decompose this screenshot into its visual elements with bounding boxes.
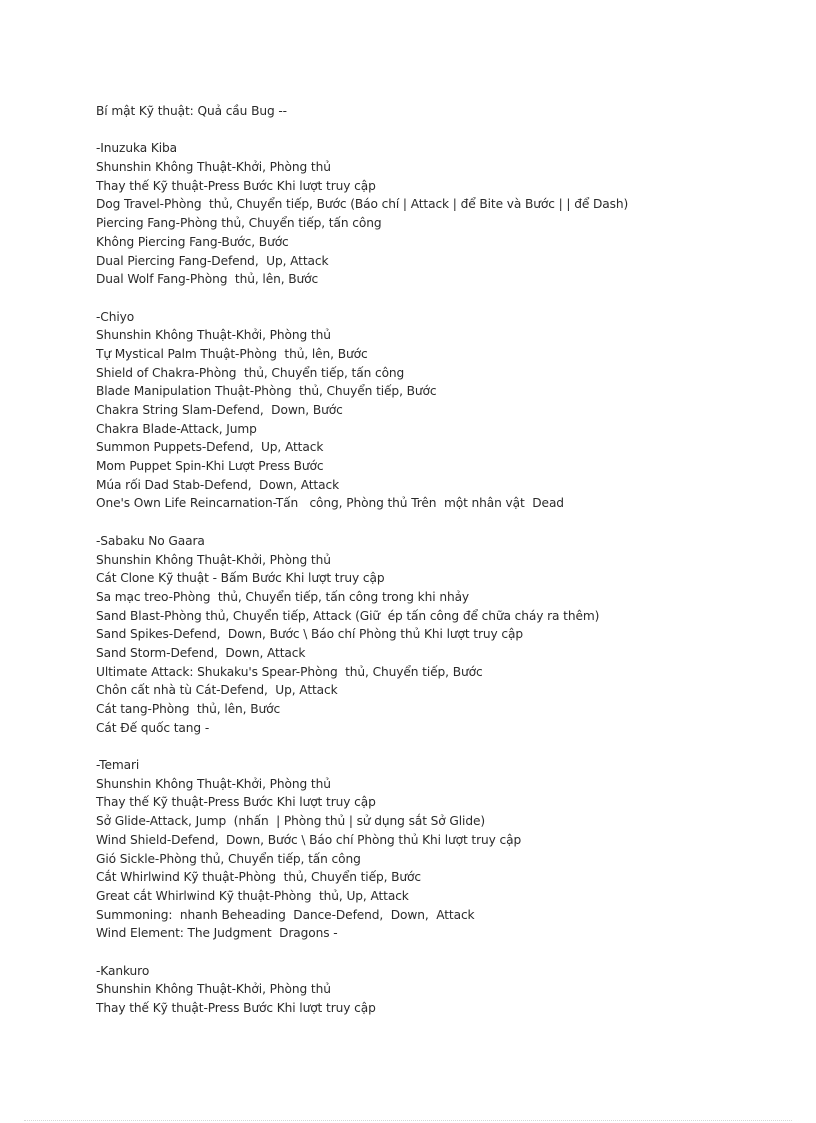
text-line: Sa mạc treo-Phòng thủ, Chuyển tiếp, tấn công trong khi nhảy (96, 589, 470, 604)
text-line: Thay thế Kỹ thuật-Press Bước Khi lượt truy cập (96, 795, 376, 810)
text-line: Summon Puppets-Defend, Up, Attack (96, 440, 324, 455)
text-line: Tự Mystical Palm Thuật-Phòng thủ, lên, Bước (96, 346, 368, 361)
text-line: Cát Clone Kỹ thuật - Bấm Bước Khi lượt truy cập (96, 571, 385, 586)
text-line: Chôn cất nhà tù Cát-Defend, Up, Attack (96, 683, 338, 698)
text-line: Wind Shield-Defend, Down, Bước \ Báo chí Phòng thủ Khi lượt truy cập (96, 832, 522, 847)
text-line: Ultimate Attack: Shukaku's Spear-Phòng thủ, Chuyển tiếp, Bước (96, 664, 483, 679)
text-line: Blade Manipulation Thuật-Phòng thủ, Chuyển tiếp, Bước (96, 384, 437, 399)
text-line: Summoning: nhanh Beheading Dance-Defend, Down, Attack (96, 907, 475, 922)
text-line: Sand Storm-Defend, Down, Attack (96, 645, 306, 660)
text-line: Thay thế Kỹ thuật-Press Bước Khi lượt truy cập (96, 178, 376, 193)
text-line: Cát Đế quốc tang - (96, 720, 210, 735)
text-line: One's Own Life Reincarnation-Tấn công, Phòng thủ Trên một nhân vật Dead (96, 496, 564, 511)
text-line: Shunshin Không Thuật-Khởi, Phòng thủ (96, 776, 331, 791)
text-line: Cát tang-Phòng thủ, lên, Bước (96, 702, 281, 716)
blank-line (96, 121, 796, 140)
text-line: Great cắt Whirlwind Kỹ thuật-Phòng thủ, Up, Attack (96, 888, 409, 903)
text-line: Dual Wolf Fang-Phòng thủ, lên, Bước (96, 272, 319, 287)
text-line: Gió Sickle-Phòng thủ, Chuyển tiếp, tấn công (96, 851, 361, 866)
document-title: Bí mật Kỹ thuật: Quả cầu Bug -- (96, 104, 287, 118)
text-line: Dog Travel-Phòng thủ, Chuyển tiếp, Bước (Báo chí | Attack | để Bite và Bước | | để Dash) (96, 197, 629, 212)
section-heading-sabaku-no-gaara: -Sabaku No Gaara (96, 533, 205, 548)
text-line: Wind Element: The Judgment Dragons - (96, 926, 338, 941)
text-line: Cắt Whirlwind Kỹ thuật-Phòng thủ, Chuyển tiếp, Bước (96, 870, 421, 885)
text-line: Chakra Blade-Attack, Jump (96, 421, 257, 436)
blank-line (96, 737, 796, 756)
text-line: Dual Piercing Fang-Defend, Up, Attack (96, 253, 329, 268)
section-heading-temari: -Temari (96, 758, 140, 773)
text-line: Shield of Chakra-Phòng thủ, Chuyển tiếp, tấn công (96, 365, 405, 380)
page-bottom-divider (24, 1120, 792, 1121)
text-line: Múa rối Dad Stab-Defend, Down, Attack (96, 477, 340, 492)
section-heading-kankuro: -Kankuro (96, 963, 150, 978)
text-line: Không Piercing Fang-Bước, Bước (96, 234, 289, 249)
text-line: Sand Blast-Phòng thủ, Chuyển tiếp, Attack (Giữ ép tấn công để chữa cháy ra thêm) (96, 608, 600, 623)
text-line: Thay thế Kỹ thuật-Press Bước Khi lượt truy cập (96, 1001, 376, 1015)
text-line: Piercing Fang-Phòng thủ, Chuyển tiếp, tấn công (96, 216, 382, 231)
blank-line (96, 513, 796, 532)
blank-line (96, 289, 796, 308)
document-body (96, 102, 796, 1018)
text-line: Chakra String Slam-Defend, Down, Bước (96, 403, 343, 417)
text-line: Shunshin Không Thuật-Khởi, Phòng thủ (96, 552, 331, 567)
text-line: Sand Spikes-Defend, Down, Bước \ Báo chí Phòng thủ Khi lượt truy cập (96, 627, 524, 642)
section-heading-chiyo: -Chiyo (96, 309, 135, 324)
text-line: Shunshin Không Thuật-Khởi, Phòng thủ (96, 982, 331, 997)
text-line: Mom Puppet Spin-Khi Lượt Press Bước (96, 459, 324, 474)
text-line: Shunshin Không Thuật-Khởi, Phòng thủ (96, 160, 331, 175)
text-line: Sở Glide-Attack, Jump (nhấn | Phòng thủ | sử dụng sắt Sở Glide) (96, 814, 486, 829)
section-heading-inuzuka-kiba: -Inuzuka Kiba (96, 141, 178, 156)
blank-line (96, 943, 796, 962)
text-line: Shunshin Không Thuật-Khởi, Phòng thủ (96, 328, 331, 343)
